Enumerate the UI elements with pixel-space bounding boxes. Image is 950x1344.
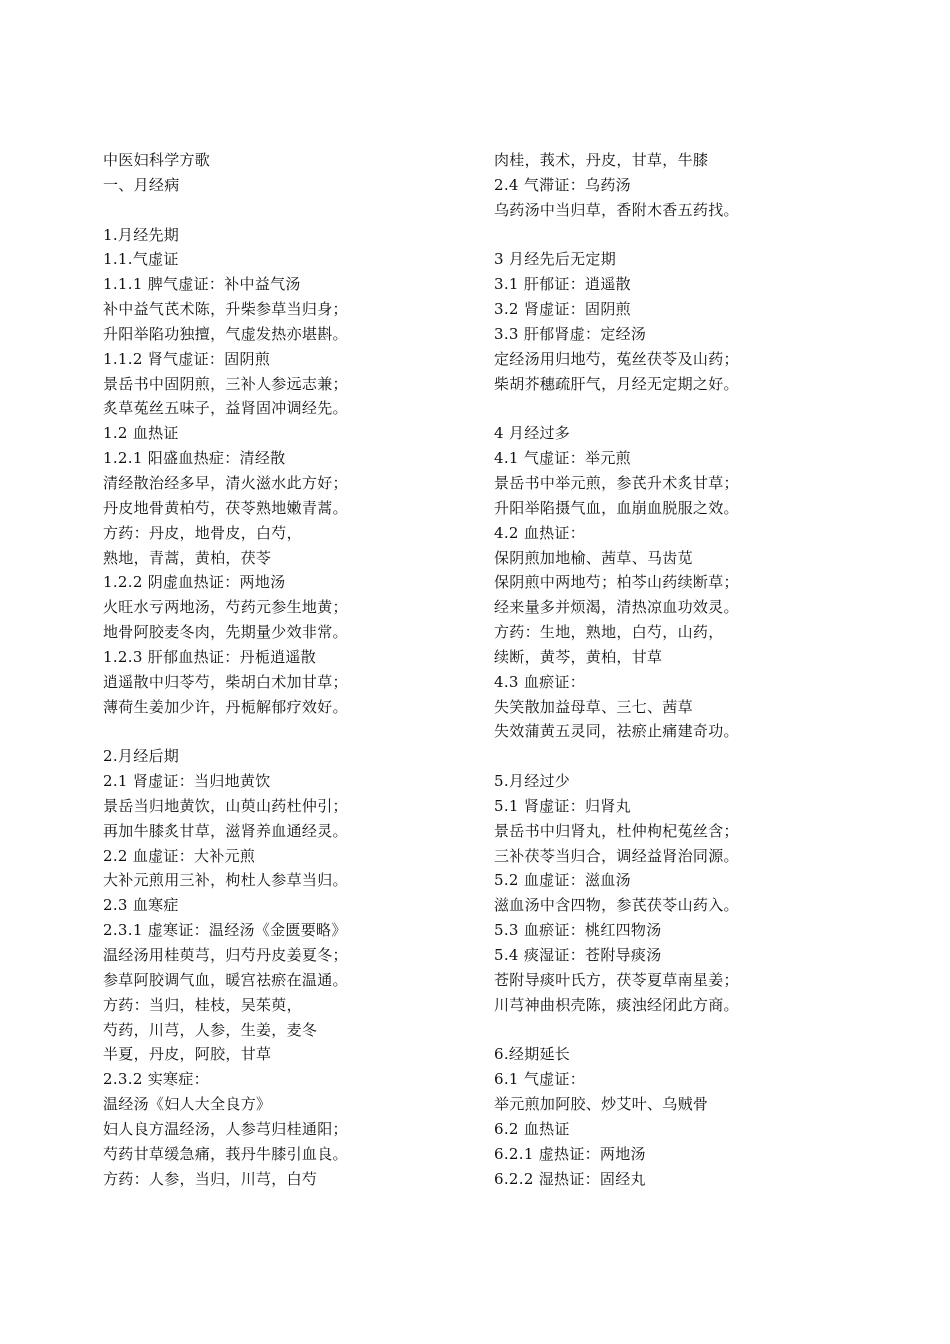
blank-line	[494, 1018, 794, 1043]
text-line: 柴胡芥穗疏肝气，月经无定期之好。	[494, 374, 739, 393]
blank-line	[494, 744, 794, 769]
text-line: 芍药，川芎，人参，生姜，麦冬	[103, 1020, 318, 1039]
text-line: 3.1 肝郁证：逍遥散	[494, 275, 631, 294]
text-line: 失笑散加益母草、三七、茜草	[494, 697, 693, 716]
text-line: 景岳书中固阴煎，三补人参远志兼；	[103, 374, 348, 393]
blank-line	[103, 719, 403, 744]
text-line: 3.3 肝郁肾虚：定经汤	[494, 324, 647, 343]
text-line: 1.1.1 脾气虚证：补中益气汤	[103, 275, 301, 294]
text-line: 熟地，青蒿，黄柏，茯苓	[103, 548, 272, 567]
text-line: 1.2.3 肝郁血热证：丹栀逍遥散	[103, 647, 317, 666]
text-line: 续断，黄芩，黄柏，甘草	[494, 647, 663, 666]
text-line: 5.2 血虚证：滋血汤	[494, 871, 631, 890]
text-line: 2.3.2 实寒症：	[103, 1070, 209, 1089]
text-line: 1.2 血热证	[103, 424, 179, 443]
text-line: 1.1.2 肾气虚证：固阴煎	[103, 349, 271, 368]
text-line: 中医妇科学方歌	[103, 151, 211, 169]
blank-line	[494, 396, 794, 421]
text-line: 4 月经过多	[494, 424, 571, 443]
text-line: 2.2 血虚证：大补元煎	[103, 846, 256, 865]
text-line: 滋血汤中含四物，参芪茯苓山药入。	[494, 896, 739, 915]
text-line: 方药：当归，桂枝，吴茱萸，	[103, 995, 302, 1014]
text-line: 1.2.2 阴虚血热证：两地汤	[103, 573, 286, 592]
text-line: 参草阿胶调气血，暖宫祛瘀在温通。	[103, 970, 348, 989]
left-text-column	[103, 148, 403, 1191]
text-line: 地骨阿胶麦冬肉，先期量少效非常。	[103, 623, 348, 642]
text-line: 4.3 血瘀证：	[494, 672, 586, 691]
text-line: 川芎神曲枳壳陈，痰浊经闭此方商。	[494, 995, 739, 1014]
text-line: 方药：生地，熟地，白芍，山药，	[494, 623, 724, 642]
text-line: 升阳举陷摄气血，血崩血脱服之效。	[494, 498, 739, 517]
text-line: 1.1.气虚证	[103, 250, 179, 269]
text-line: 保阴煎加地榆、茜草、马齿苋	[494, 548, 693, 567]
text-line: 景岳书中归肾丸，杜仲枸杞菟丝含；	[494, 821, 739, 840]
text-line: 乌药汤中当归草，香附木香五药找。	[494, 200, 739, 219]
text-line: 三补茯苓当归合，调经益肾治同源。	[494, 846, 739, 865]
text-line: 5.3 血瘀证：桃红四物汤	[494, 921, 662, 940]
text-line: 定经汤用归地芍，菟丝茯苓及山药；	[494, 349, 739, 368]
text-line: 5.4 痰湿证：苍附导痰汤	[494, 946, 662, 964]
text-line: 清经散治经多早，清火滋水此方好；	[103, 473, 348, 492]
text-line: 2.3 血寒症	[103, 896, 179, 915]
text-line: 5.月经过少	[494, 772, 571, 791]
text-line: 薄荷生姜加少许，丹栀解郁疗效好。	[103, 697, 348, 716]
text-line: 经来量多并烦渴，清热凉血功效灵。	[494, 598, 739, 617]
text-line: 炙草菟丝五味子，益肾固冲调经先。	[103, 399, 348, 418]
text-line: 芍药甘草缓急痛，莪丹牛膝引血良。	[103, 1144, 348, 1163]
text-line: 2.1 肾虚证：当归地黄饮	[103, 772, 271, 791]
text-line: 妇人良方温经汤，人参芎归桂通阳；	[103, 1119, 348, 1138]
text-line: 6.1 气虚证：	[494, 1070, 586, 1089]
text-line: 一、月经病	[103, 175, 180, 194]
text-line: 景岳当归地黄饮，山萸山药杜仲引；	[103, 796, 348, 815]
text-line: 再加牛膝炙甘草，滋肾养血通经灵。	[103, 821, 348, 840]
text-line: 温经汤用桂萸芎，归芍丹皮姜夏冬；	[103, 946, 348, 964]
text-line: 失效蒲黄五灵同，祛瘀止痛建奇功。	[494, 722, 739, 741]
text-line: 景岳书中举元煎，参芪升术炙甘草；	[494, 473, 739, 492]
right-text-column	[494, 148, 794, 1191]
blank-line	[494, 223, 794, 248]
text-line: 方药：丹皮，地骨皮，白芍，	[103, 523, 302, 542]
text-line: 苍附导痰叶氏方，茯苓夏草南星姜；	[494, 970, 739, 989]
blank-line	[103, 198, 403, 223]
text-line: 升阳举陷功独擅，气虚发热亦堪斟。	[103, 324, 348, 343]
text-line: 肉桂，莪术，丹皮，甘草，牛膝	[494, 151, 709, 169]
text-line: 6.2.1 虚热证：两地汤	[494, 1144, 646, 1163]
text-line: 3.2 肾虚证：固阴煎	[494, 300, 631, 319]
text-line: 火旺水亏两地汤，芍药元参生地黄；	[103, 598, 348, 617]
text-line: 2.3.1 虚寒证：温经汤《金匮要略》	[103, 921, 347, 940]
text-line: 1.月经先期	[103, 225, 180, 244]
text-line: 温经汤《妇人大全良方》	[103, 1095, 272, 1114]
text-line: 保阴煎中两地芍；柏芩山药续断草；	[494, 573, 739, 592]
text-line: 2.月经后期	[103, 747, 180, 766]
text-line: 6.2.2 湿热证：固经丸	[494, 1169, 646, 1188]
text-line: 3 月经先后无定期	[494, 250, 617, 269]
text-line: 6.2 血热证	[494, 1119, 570, 1138]
text-line: 补中益气芪术陈，升柴参草当归身；	[103, 300, 348, 319]
text-line: 2.4 气滞证：乌药汤	[494, 175, 631, 194]
text-line: 方药：人参，当归，川芎，白芍	[103, 1169, 318, 1188]
text-line: 6.经期延长	[494, 1045, 571, 1064]
text-line: 逍遥散中归苓芍，柴胡白术加甘草；	[103, 672, 348, 691]
text-line: 5.1 肾虚证：归肾丸	[494, 796, 631, 815]
text-line: 4.2 血热证：	[494, 523, 586, 542]
text-line: 4.1 气虚证：举元煎	[494, 449, 631, 468]
text-line: 举元煎加阿胶、炒艾叶、乌贼骨	[494, 1095, 709, 1114]
text-line: 丹皮地骨黄柏芍，茯苓熟地嫩青蒿。	[103, 498, 348, 517]
text-line: 大补元煎用三补，枸杜人参草当归。	[103, 871, 348, 890]
text-line: 半夏，丹皮，阿胶，甘草	[103, 1045, 272, 1064]
text-line: 1.2.1 阳盛血热症：清经散	[103, 449, 286, 468]
